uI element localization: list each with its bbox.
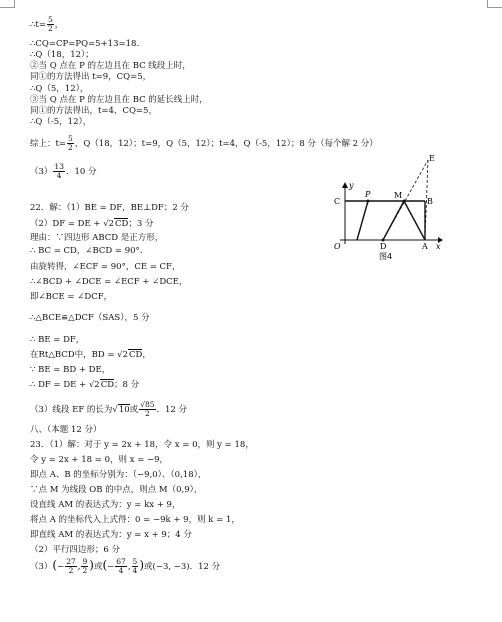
numerator: 5 [68, 134, 73, 143]
text: ；8 分 [114, 380, 140, 390]
denominator: 2 [144, 409, 150, 418]
line-q23-4: ∵点 M 为线段 OB 的中点，则点 M（0,9）， [30, 485, 203, 495]
line-q22-8: ∴△BCE≌△DCF（SAS），5 分 [30, 313, 150, 323]
line-q23-3: 即点 A、B 的坐标分别为：（−9,0）、（0,18）， [30, 470, 207, 480]
line-q23-5: 设直线 AM 的表达式为：y = kx + 9， [30, 500, 181, 510]
text: ．10 分 [65, 167, 97, 177]
text: （3）线段 EF 的长为√ [30, 405, 118, 415]
line-02: ∴CQ=CP=PQ=5+13=18. [30, 39, 140, 49]
line-q23-9: （3）(− $\frac{27}{2}$ , $\frac{9}{2}$ )或(− $\frac{67}{4}$ , $\frac{5}{4}$ )或(−3, −3)．12 分 [30, 557, 221, 575]
line-q22-7: 即∠BCE = ∠DCF， [30, 292, 113, 302]
segment-MA [404, 201, 425, 240]
line-q22-11: ∵ BE = BD + DE， [30, 365, 111, 375]
text: ．12 分 [156, 405, 188, 415]
line-q22-9: ∴ BE = DF， [30, 335, 85, 345]
line-q22-10 [30, 350, 151, 361]
text: ，Q（18，12）；t=9，Q（5，12）；t=4，Q（-5，12）；8 分（每个解 2 分） [74, 139, 378, 149]
line-q22-6: ∴∠BCD + ∠DCE = ∠ECF + ∠DCE， [30, 277, 188, 287]
text: 在Rt△BCD中，BD = √2 [30, 350, 128, 360]
fraction [47, 16, 54, 33]
line-07: ③当 Q 点在 P 的左边且在 BC 的延长线上时， [30, 95, 208, 105]
numerator: 9 [82, 557, 88, 566]
denominator: 4 [56, 171, 62, 180]
numerator: 67 [116, 557, 126, 566]
line-q23-6: 将点 A 的坐标代入上式得：0 = −9k + 9，则 k = 1， [30, 515, 240, 525]
line-q22-5: 由旋转得，∠ECF = 90°，CE = CF， [30, 262, 181, 272]
denominator: 2 [47, 24, 53, 33]
line-q22-12 [30, 380, 139, 391]
sqrt-term: CD [115, 219, 129, 229]
figure-caption: 图4 [379, 252, 393, 261]
line-q22-4: ∴ BC = CD，∠BCD = 90°． [30, 246, 149, 256]
label-D: D [380, 242, 387, 251]
label-E: E [429, 154, 435, 163]
line-q23-7: 即直线 AM 的表达式为：y = x + 9；4 分 [30, 530, 192, 540]
geometry-figure [328, 152, 448, 264]
denominator: 2 [68, 143, 73, 152]
fraction [53, 163, 65, 180]
page-corner-mark-left [0, 0, 15, 8]
fraction [81, 558, 88, 575]
label-P: P [365, 190, 371, 199]
label-A: A [422, 242, 428, 251]
line-06: ∴Q（5，12）， [30, 84, 89, 94]
text: （3） [30, 562, 53, 572]
text: ；3 分 [128, 219, 154, 229]
label-O: O [334, 242, 341, 251]
denominator: 4 [132, 566, 138, 575]
line-t-value [30, 16, 63, 33]
line-08: 同①的方法得出，t=4，CQ=5， [30, 106, 157, 116]
label-x: x [436, 242, 441, 251]
fraction [115, 558, 127, 575]
label-y: y [349, 181, 354, 190]
line-q23-1: 23．（1）解：对于 y = 2x + 18，令 x = 0，则 y = 18， [30, 440, 254, 450]
numerator: 5 [47, 15, 53, 24]
fraction [65, 558, 77, 575]
figure-svg [328, 152, 448, 264]
fraction [132, 558, 139, 575]
segment-PO-side [357, 201, 368, 240]
numerator: 13 [54, 162, 64, 171]
point-M [403, 200, 406, 203]
text: ∴ DF = DE + √2 [30, 380, 100, 390]
line-q22-13 [30, 401, 187, 418]
page-corner-mark-right [487, 0, 502, 8]
point-P [367, 200, 370, 203]
y-axis-arrow [342, 182, 348, 188]
text: 或 [129, 405, 139, 415]
numerator: 5 [132, 557, 138, 566]
line-05: 同①的方法得出 t=9，CQ=5， [30, 72, 152, 82]
line-q22-2 [30, 219, 153, 230]
numerator: 27 [66, 557, 76, 566]
numerator: √85 [140, 400, 155, 409]
paren: ( [102, 558, 108, 572]
label-C: C [334, 197, 341, 206]
text: 或 [93, 562, 103, 572]
denominator: 4 [118, 566, 124, 575]
line-03: ∴Q（18，12）； [30, 50, 94, 60]
text: （2）DF = DE + √2 [30, 219, 115, 229]
line-summary [30, 135, 378, 152]
line-q23-8: （2）平行四边形；6 分 [30, 545, 121, 555]
section-heading: 八、（本题 12 分） [30, 425, 102, 435]
fraction [139, 401, 155, 418]
label-M: M [394, 191, 403, 200]
line-04: ②当 Q 点在 P 的左边且在 BC 线段上时， [30, 61, 191, 71]
paren: ) [139, 558, 144, 572]
text: （3） [30, 167, 53, 177]
denominator: 2 [82, 566, 88, 575]
text: 综上：t= [30, 139, 67, 149]
fraction [67, 135, 74, 152]
line-09: ∴Q（-5，12）， [30, 117, 92, 127]
sqrt-term: CD [129, 350, 143, 360]
line-part3 [30, 163, 97, 180]
paren: ) [89, 558, 94, 572]
line-q22-1: 22．解：（1）BE = DF，BE⊥DF；2 分 [30, 203, 189, 213]
text: 或(−3, −3)．12 分 [144, 562, 221, 572]
text: ， [54, 20, 64, 30]
sqrt-term: 10 [118, 405, 130, 415]
paren: ( [52, 558, 58, 572]
sqrt-term: CD [100, 380, 115, 390]
line-q22-3: 理由：∵四边形 ABCD 是正方形， [30, 233, 164, 243]
text: ， [142, 350, 151, 360]
text: ∴t= [30, 20, 46, 30]
label-B: B [427, 197, 433, 206]
denominator: 2 [68, 566, 74, 575]
line-q23-2: 令 y = 2x + 18 = 0，则 x = −9， [30, 455, 169, 465]
